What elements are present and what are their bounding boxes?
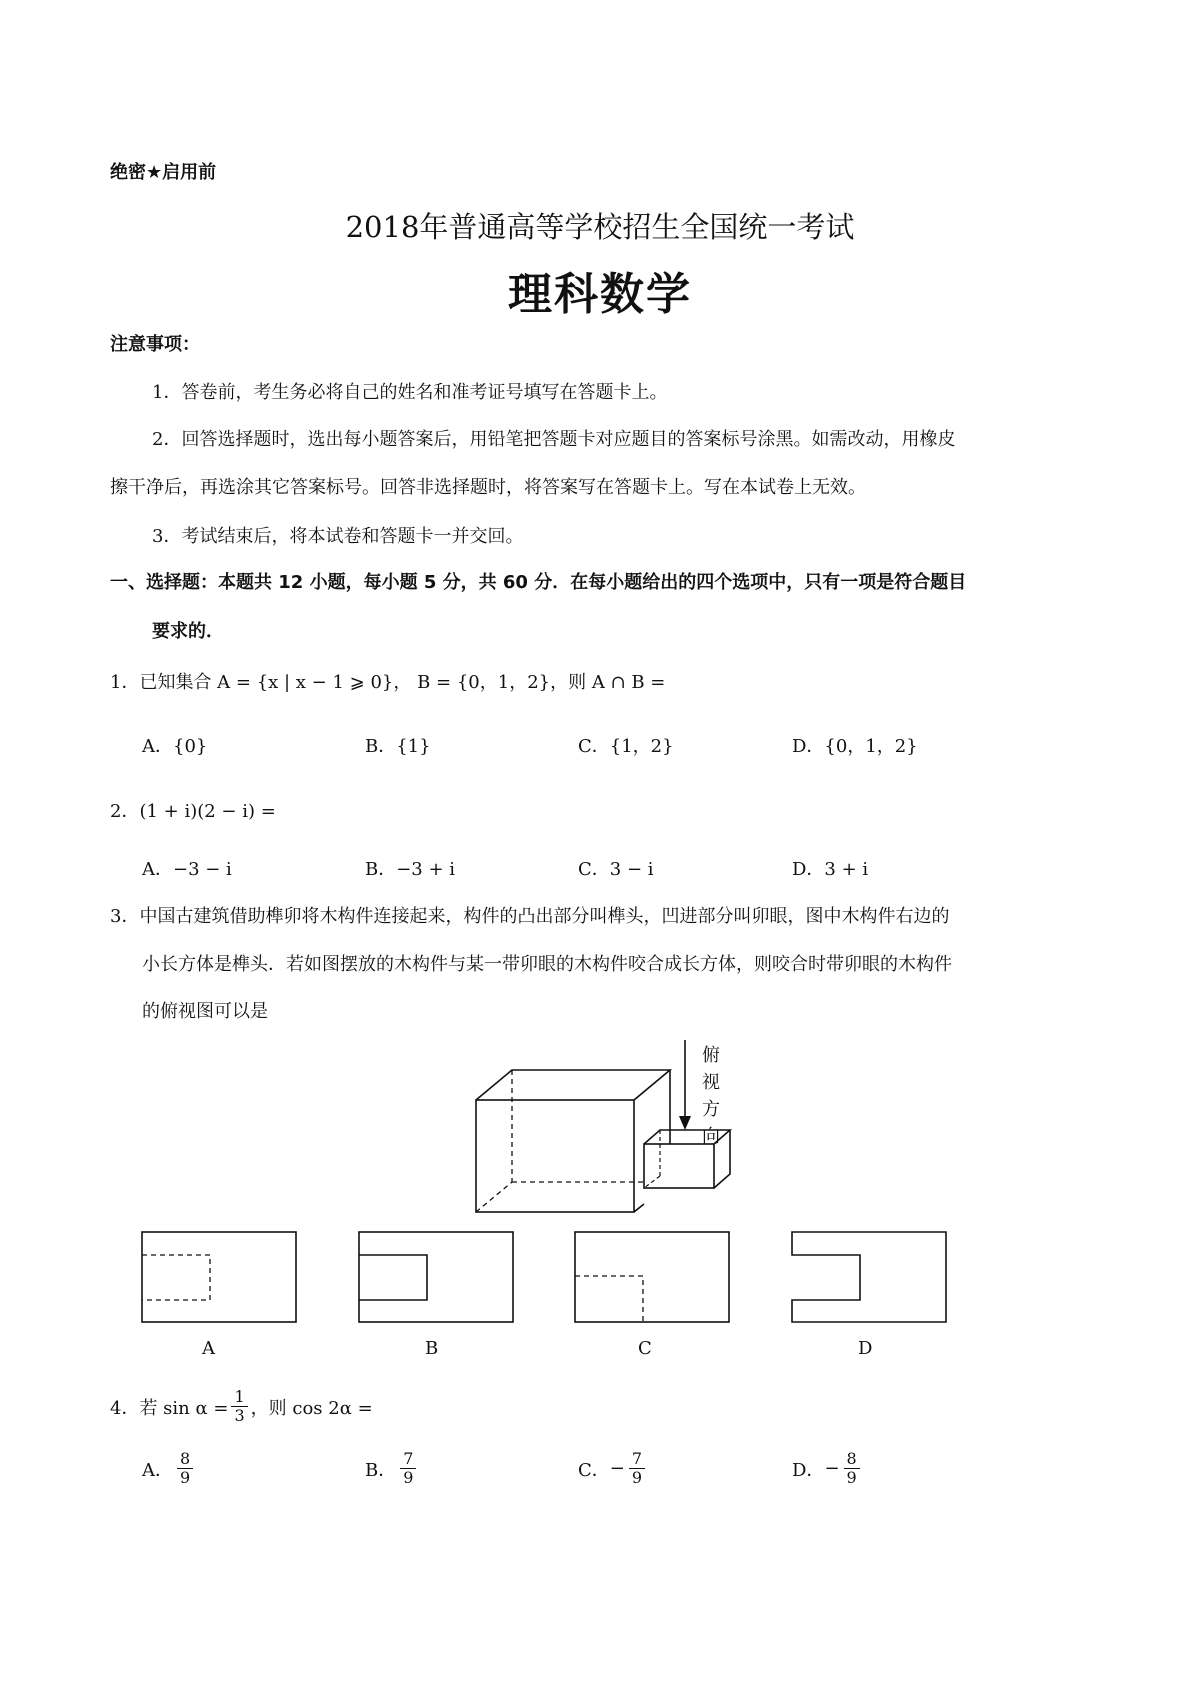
question-1-stem: 1．已知集合 A = {x | x − 1 ⩾ 0}， B = {0，1，2}，则 A ∩ B = bbox=[110, 672, 666, 693]
notice-item-2-line-1: 2．回答选择题时，选出每小题答案后，用铅笔把答题卡对应题目的答案标号涂黑。如需改动，用橡皮 bbox=[152, 429, 956, 450]
view-direction-label: 俯 视 方 向 bbox=[702, 1045, 720, 1147]
question-1-option-d: D．{0，1，2} bbox=[792, 736, 918, 757]
tenon-front bbox=[644, 1144, 714, 1188]
question-1-option-a: A．{0} bbox=[142, 736, 208, 757]
option-a-figure bbox=[140, 1230, 300, 1325]
option-b-figure bbox=[357, 1230, 517, 1325]
notice-item-2-line-2: 擦干净后，再选涂其它答案标号。回答非选择题时，将答案写在答题卡上。写在本试卷上无效。 bbox=[110, 477, 866, 498]
question-3-line-3: 的俯视图可以是 bbox=[142, 1001, 268, 1022]
option-d-figure bbox=[790, 1230, 950, 1325]
question-2-option-b: B．−3 + i bbox=[365, 859, 456, 880]
question-2-stem: 2．(1 + i)(2 − i) = bbox=[110, 801, 276, 822]
notice-heading: 注意事项： bbox=[110, 334, 200, 355]
question-3-line-1: 3．中国古建筑借助榫卯将木构件连接起来，构件的凸出部分叫榫头，凹进部分叫卯眼，图中木构件右边的 bbox=[110, 906, 950, 927]
option-c-figure bbox=[573, 1230, 733, 1325]
question-4-option-c: C． − $\frac{7}{9}$ bbox=[578, 1450, 645, 1488]
question-2-option-c: C．3 − i bbox=[578, 859, 654, 880]
notice-item-1: 1．答卷前，考生务必将自己的姓名和准考证号填写在答题卡上。 bbox=[152, 382, 668, 403]
question-2-option-a: A．−3 − i bbox=[142, 859, 232, 880]
figure-label-b: B bbox=[425, 1338, 439, 1359]
figure-label-d: D bbox=[858, 1338, 873, 1359]
confidential-label: 绝密★启用前 bbox=[110, 162, 217, 183]
exam-title: 2018年普通高等学校招生全国统一考试 bbox=[345, 210, 855, 244]
arrow-head-icon bbox=[679, 1116, 691, 1130]
section-1-heading-line-2: 要求的． bbox=[152, 621, 224, 642]
question-2-option-d: D．3 + i bbox=[792, 859, 869, 880]
question-1-option-c: C．{1，2} bbox=[578, 736, 674, 757]
question-4-option-d: D． − $\frac{8}{9}$ bbox=[792, 1450, 860, 1488]
section-1-heading-line-1: 一、选择题：本题共 12 小题，每小题 5 分，共 60 分．在每小题给出的四个选项中，只有一项是符合题目 bbox=[110, 572, 967, 593]
question-4-option-a: A． $\frac{8}{9}$ bbox=[142, 1450, 193, 1488]
large-box-front bbox=[476, 1100, 634, 1212]
question-4-stem: 4．若 sin α = $\frac{1}{3}$ ，则 cos 2α = bbox=[110, 1387, 373, 1426]
question-1-option-b: B．{1} bbox=[365, 736, 431, 757]
subject-title: 理科数学 bbox=[508, 269, 692, 320]
given-fraction: $\frac{1}{3}$ bbox=[231, 1388, 247, 1426]
figure-label-c: C bbox=[638, 1338, 652, 1359]
large-box-top bbox=[476, 1070, 670, 1100]
notice-item-3: 3．考试结束后，将本试卷和答题卡一并交回。 bbox=[152, 526, 524, 547]
question-4-option-b: B． $\frac{7}{9}$ bbox=[365, 1450, 416, 1488]
figure-label-a: A bbox=[202, 1338, 215, 1359]
question-3-line-2: 小长方体是榫头．若如图摆放的木构件与某一带卯眼的木构件咬合成长方体，则咬合时带卯眼的木构件 bbox=[142, 954, 952, 975]
